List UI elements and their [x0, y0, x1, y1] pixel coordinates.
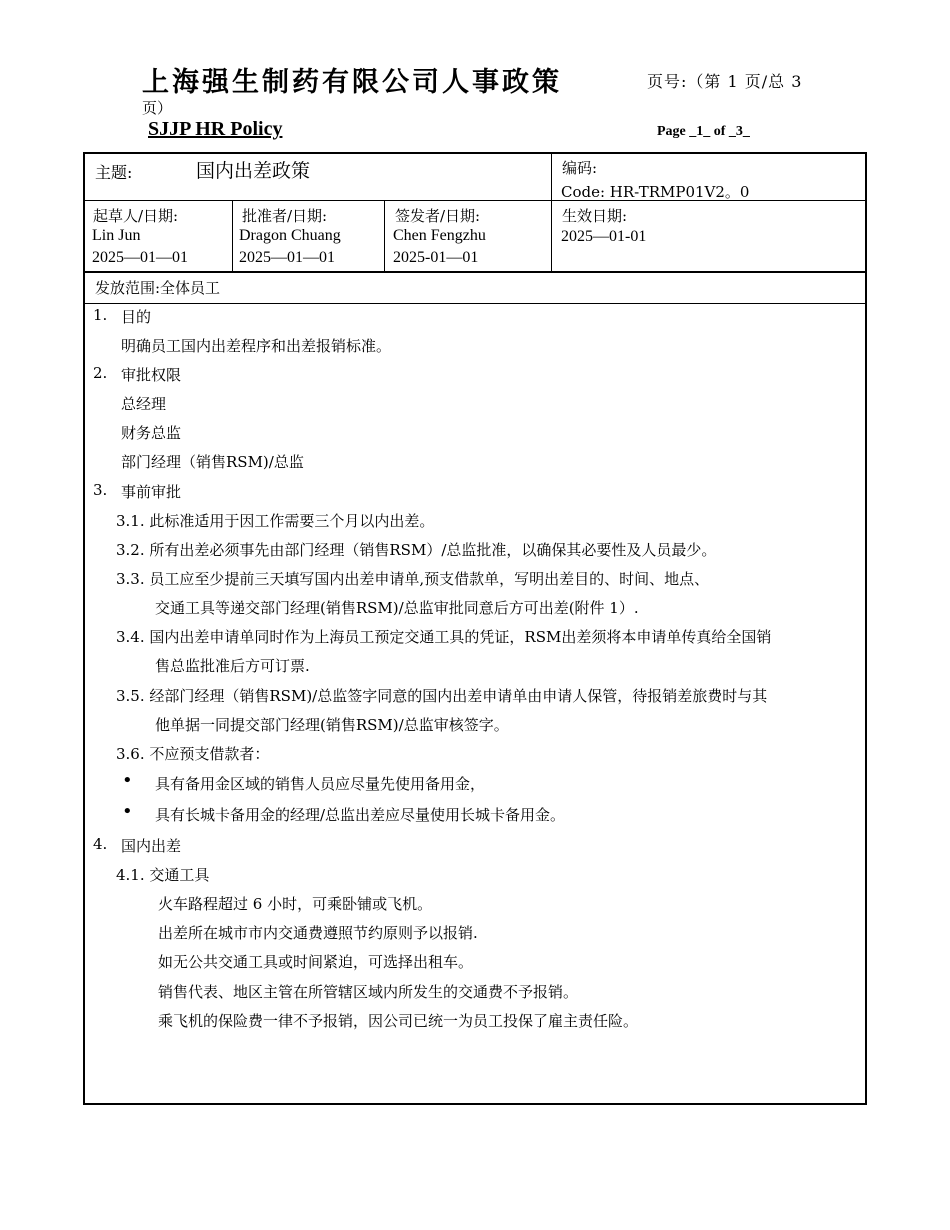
clause: 3.5. 经部门经理（销售RSM)/总监签字同意的国内出差申请单由申请人保管，待报销差旅费时与其	[116, 687, 768, 705]
issuer-date: 2025-01—01	[393, 249, 479, 266]
column-divider	[551, 153, 552, 271]
section-number: 3.	[93, 481, 108, 499]
issuer-name: Chen Fengzhu	[393, 227, 486, 244]
subject-label: 主题:	[95, 163, 133, 182]
document-title: 上海强生制药有限公司人事政策	[142, 67, 562, 98]
paragraph: 明确员工国内出差程序和出差报销标准。	[121, 337, 392, 355]
section-number: 2.	[93, 364, 108, 382]
drafter-label: 起草人/日期:	[93, 207, 179, 225]
approver-date: 2025—01—01	[239, 249, 335, 266]
section-heading: 目的	[121, 308, 152, 326]
list-item: 部门经理（销售RSM)/总监	[121, 453, 304, 471]
clause-continuation: 售总监批准后方可订票.	[155, 657, 310, 675]
issuer-label: 签发者/日期:	[395, 207, 481, 225]
list-item: 总经理	[121, 395, 167, 413]
bullet-icon: •	[122, 770, 133, 791]
clause: 3.2. 所有出差必须事先由部门经理（销售RSM）/总监批准，以确保其必要性及人员最少。	[116, 541, 717, 559]
section-heading: 审批权限	[121, 366, 182, 384]
page-number-cn: 页号:（第 1 页/总 3	[647, 72, 803, 91]
page-number-en: Page _1_ of _3_	[657, 124, 750, 139]
approver-name: Dragon Chuang	[239, 227, 341, 244]
row-divider	[84, 271, 866, 273]
list-item: 火车路程超过 6 小时，可乘卧铺或飞机。	[158, 895, 433, 913]
list-item: 财务总监	[121, 424, 182, 442]
subject-value: 国内出差政策	[196, 160, 311, 182]
list-item: 如无公共交通工具或时间紧迫，可选择出租车。	[158, 953, 474, 971]
drafter-date: 2025—01—01	[92, 249, 188, 266]
bullet-icon: •	[122, 801, 133, 822]
row-divider	[84, 303, 866, 304]
effective-date: 2025—01-01	[561, 228, 647, 245]
column-divider	[232, 200, 233, 271]
bullet-item: 具有长城卡备用金的经理/总监出差应尽量使用长城卡备用金。	[155, 806, 566, 824]
document-subtitle: SJJP HR Policy	[148, 118, 283, 140]
clause: 3.3. 员工应至少提前三天填写国内出差申请单,预支借款单，写明出差目的、时间、地点、	[116, 570, 710, 588]
clause-continuation: 他单据一同提交部门经理(销售RSM)/总监审核签字。	[155, 716, 509, 734]
section-heading: 事前审批	[121, 483, 182, 501]
clause: 3.4. 国内出差申请单同时作为上海员工预定交通工具的凭证，RSM出差须将本申请单传真给全国销	[116, 628, 772, 646]
list-item: 乘飞机的保险费一律不予报销，因公司已统一为员工投保了雇主责任险。	[158, 1012, 639, 1030]
approver-label: 批准者/日期:	[242, 207, 328, 225]
code-value: Code: HR-TRMP01V2。0	[561, 183, 750, 201]
effective-label: 生效日期:	[562, 207, 628, 225]
clause: 3.6. 不应预支借款者：	[116, 745, 270, 763]
list-item: 出差所在城市市内交通费遵照节约原则予以报销.	[158, 924, 478, 942]
section-number: 4.	[93, 835, 108, 853]
drafter-name: Lin Jun	[92, 227, 141, 244]
clause: 4.1. 交通工具	[116, 866, 210, 884]
distribution-scope: 发放范围:全体员工	[95, 279, 221, 297]
clause: 3.1. 此标准适用于因工作需要三个月以内出差。	[116, 512, 435, 530]
bullet-item: 具有备用金区域的销售人员应尽量先使用备用金，	[155, 775, 486, 793]
code-label: 编码:	[562, 159, 598, 177]
section-number: 1.	[93, 306, 108, 324]
page-number-cn-cont: 页）	[142, 99, 173, 117]
column-divider	[384, 200, 385, 271]
section-heading: 国内出差	[121, 837, 182, 855]
clause-continuation: 交通工具等递交部门经理(销售RSM)/总监审批同意后方可出差(附件 1）.	[155, 599, 639, 617]
list-item: 销售代表、地区主管在所管辖区域内所发生的交通费不予报销。	[158, 983, 579, 1001]
